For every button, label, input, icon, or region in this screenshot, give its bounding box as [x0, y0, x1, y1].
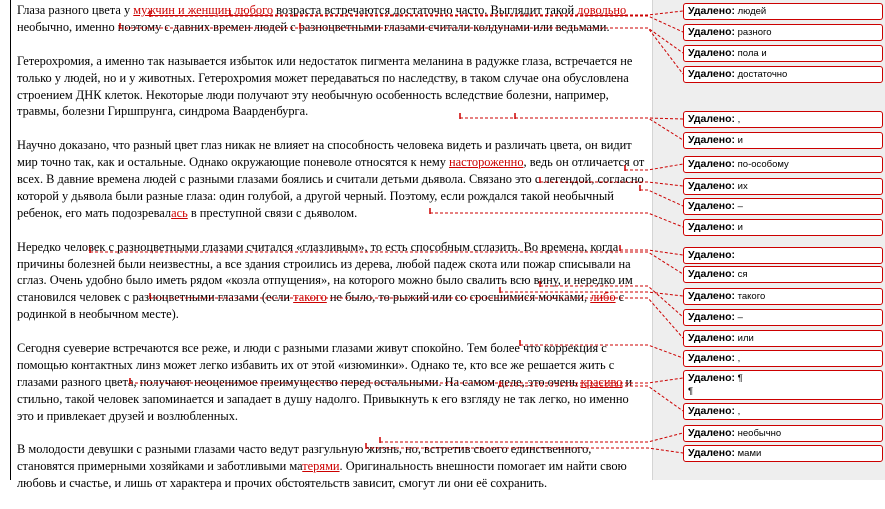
document-body[interactable] — [17, 2, 645, 509]
deletion-balloon[interactable] — [683, 288, 883, 305]
deletion-balloon[interactable] — [683, 445, 883, 462]
deletion-balloon[interactable] — [683, 266, 883, 283]
deleted-text — [735, 250, 738, 261]
text-run: Научно доказано, что разный цвет глаз никак не влияет на способность человека видеть и различать цвета, он видит мир точно так, как и остальные. Однако окружающие поневоле относятся к нему — [17, 138, 632, 170]
text-run: . Оригинальность внешности помогает им найти свою любовь и счастье, и лишь от характера и прочих обстоятельств зависит, смогут ли они её сохранить. — [17, 459, 627, 491]
tracked-change-1: мужчин и женщин любого — [133, 3, 274, 17]
tracked-change-2: довольно — [577, 3, 627, 17]
tracked-change-4: ась — [171, 205, 188, 220]
balloon-label: Удалено: — [688, 113, 735, 125]
tracked-change-6: либо — [590, 290, 616, 305]
deletion-balloon[interactable] — [683, 350, 883, 367]
text-run: В молодости девушки с разными глазами часто ведут разгульную жизнь, но, встретив своего единственного, становятся примерными хозяйками и заботливыми ма — [17, 442, 592, 474]
balloon-label: Удалено: — [688, 332, 735, 344]
deleted-text: и — [735, 135, 743, 146]
deleted-text: необычно — [735, 428, 782, 439]
deleted-text: и — [735, 222, 743, 233]
balloon-label: Удалено: — [688, 47, 735, 59]
deletion-balloon[interactable] — [683, 403, 883, 420]
deletion-balloon[interactable] — [683, 425, 883, 442]
deleted-text: , — [735, 114, 741, 125]
deletion-balloon[interactable] — [683, 330, 883, 347]
deleted-text: такого — [735, 291, 766, 302]
deletion-balloon[interactable] — [683, 219, 883, 236]
text-run: Глаза разного цвета у — [17, 3, 134, 17]
deleted-text: – — [735, 201, 743, 212]
text-run: с родинкой в необычном месте). — [17, 290, 625, 322]
balloon-label: Удалено: — [688, 134, 735, 146]
paragraph-6[interactable] — [17, 441, 645, 492]
text-run: не было, то рыжий или со сросшимися мочками, — [326, 290, 591, 305]
deleted-text: разного — [735, 27, 772, 38]
balloon-label: Удалено: — [688, 68, 735, 80]
balloon-label: Удалено: — [688, 180, 735, 192]
deletion-balloon[interactable] — [683, 247, 883, 264]
tracked-change-8: терями — [302, 459, 340, 474]
deletion-balloon[interactable] — [683, 178, 883, 195]
deleted-text: их — [735, 181, 748, 192]
paragraph-1[interactable] — [17, 2, 645, 36]
deletion-balloon[interactable] — [683, 111, 883, 128]
text-run: , ведь он отличается от всех. В давние времена людей с разными глазами боялись и считали детьми дьявола. Связано это с легендой, согласно которой у дьявола были разные глаза: один голубой, а другой черный. Поэтому, если рождался такой необычный ребенок, его мать подозревал — [17, 155, 645, 220]
deleted-text: ¶ ¶ — [688, 373, 743, 397]
balloon-label: Удалено: — [688, 405, 735, 417]
deletion-balloon[interactable] — [683, 66, 883, 83]
deleted-text: мами — [735, 448, 762, 459]
balloon-label: Удалено: — [688, 221, 735, 233]
text-run: Нередко человек с разноцветными глазами считался «глазливым», то есть способным сглазить. Во времена, когда причины болезней были неизвестны, а все здания строились из дерева, любой падеж скота или пожар списывали на сглаз. Очень удобно было иметь рядом «козла отпущения», на которого можно было свалить всю вину, и нередко им становился человек с разноцветными глазами (если — [17, 239, 633, 305]
tracked-change-7: красиво — [580, 374, 623, 389]
deletion-balloon[interactable] — [683, 309, 883, 326]
deleted-text: ся — [735, 269, 748, 280]
balloon-label: Удалено: — [688, 5, 735, 17]
change-bar-margin — [10, 0, 11, 480]
deletion-balloon[interactable] — [683, 370, 883, 400]
balloon-label: Удалено: — [688, 372, 735, 384]
paragraph-5[interactable] — [17, 340, 645, 425]
deletion-balloon[interactable] — [683, 132, 883, 149]
text-run: и стильно, такой человек запоминается и западает в душу надолго. Привыкнуть к его взгляду не так легко, но именно это и привлекает друзей и возлюбленных. — [17, 374, 633, 423]
balloon-label: Удалено: — [688, 427, 735, 439]
text-run: Гетерохромия, а именно так называется избыток или недостаток пигмента меланина в радужке глаза, встречается не только у людей, но и у животных. Гетерохромия может передаваться по наследству, в таком случае она обусловлена строением ДНК клеток. Некоторые люди получают эту необычную особенность вследствие болезни, например, травмы, болезни Гиршпрунга, синдрома Ваарденбурга. — [17, 53, 633, 119]
deletion-balloon[interactable] — [683, 24, 883, 41]
deleted-text: достаточно — [735, 69, 788, 80]
deleted-text: пола и — [735, 48, 767, 59]
text-run: возраста встречаются достаточно часто. Выглядит такой — [273, 3, 578, 17]
paragraph-4[interactable] — [17, 239, 645, 324]
deleted-text: – — [735, 312, 743, 323]
deleted-text: , — [735, 353, 741, 364]
deletion-balloon[interactable] — [683, 3, 883, 20]
deletion-balloon[interactable] — [683, 156, 883, 173]
balloon-label: Удалено: — [688, 26, 735, 38]
balloon-label: Удалено: — [688, 311, 735, 323]
balloon-label: Удалено: — [688, 200, 735, 212]
balloon-label: Удалено: — [688, 352, 735, 364]
text-run: необычно, именно поэтому с давних времен людей с разноцветными глазами считали колдунами или ведьмами. — [17, 19, 610, 34]
deletion-balloon[interactable] — [683, 45, 883, 62]
text-run: Сегодня суеверие встречаются все реже, и люди с разными глазами живут спокойно. Тем более что коррекция с помощью контактных линз может легко избавить их от этой «изюминки». Однако те, кто все же решается жить с глазами разного цвета, получают неоценимое преимущество перед остальными. На самом деле, это очень — [17, 341, 615, 389]
balloon-label: Удалено: — [688, 249, 735, 261]
paragraph-2[interactable] — [17, 53, 645, 121]
deleted-text: или — [735, 333, 754, 344]
balloon-label: Удалено: — [688, 268, 735, 280]
tracked-change-3: настороженно — [449, 155, 524, 170]
paragraph-3[interactable] — [17, 137, 645, 222]
balloon-label: Удалено: — [688, 158, 735, 170]
text-run: в преступной связи с дьяволом. — [187, 205, 358, 220]
balloon-label: Удалено: — [688, 290, 735, 302]
deleted-text: , — [735, 406, 741, 417]
deletion-balloon[interactable] — [683, 198, 883, 215]
tracked-change-5: такого — [293, 290, 327, 305]
deleted-text: по-особому — [735, 159, 789, 170]
deleted-text: людей — [735, 6, 767, 17]
balloon-label: Удалено: — [688, 447, 735, 459]
